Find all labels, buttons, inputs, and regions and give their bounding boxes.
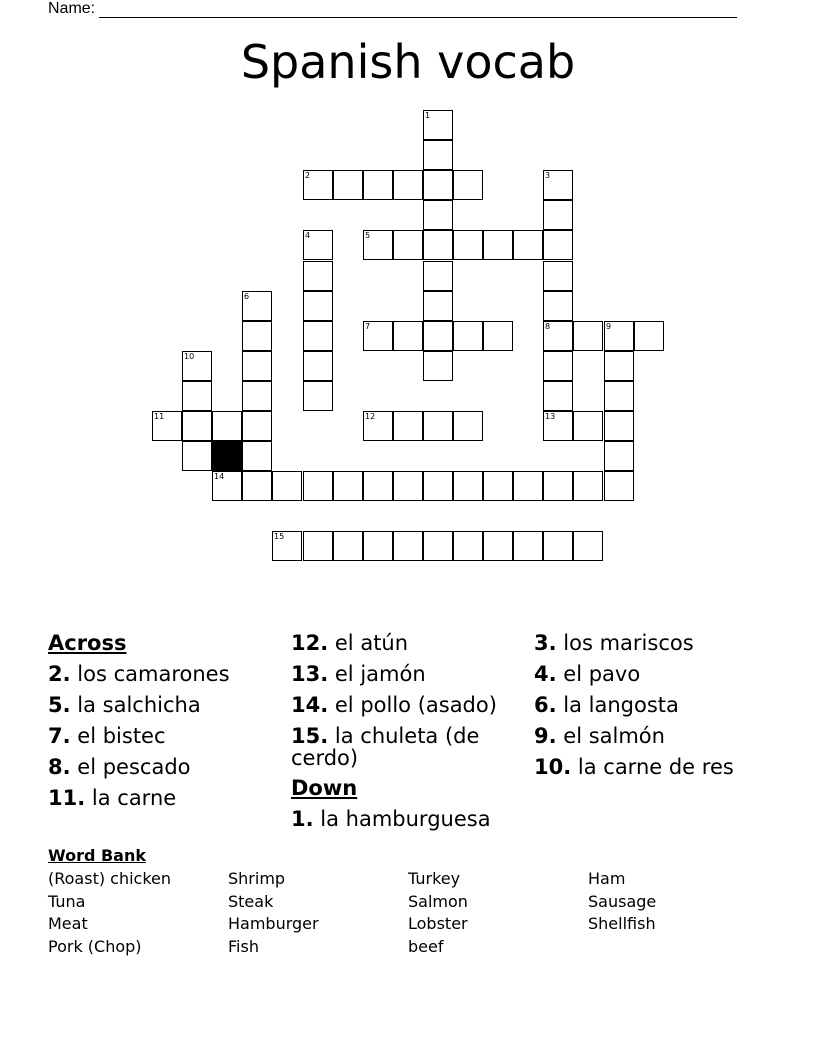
- grid-cell[interactable]: [513, 230, 543, 260]
- grid-cell[interactable]: [423, 261, 453, 291]
- grid-cell[interactable]: [303, 351, 333, 381]
- grid-black-square: [212, 441, 242, 471]
- grid-cell[interactable]: [573, 531, 603, 561]
- grid-cell[interactable]: [423, 291, 453, 321]
- word-bank-item: Pork (Chop): [48, 936, 142, 956]
- grid-cell[interactable]: [423, 140, 453, 170]
- word-bank-item: (Roast) chicken: [48, 869, 172, 888]
- clue-across-13: 13. el jamón: [291, 662, 426, 686]
- grid-cell[interactable]: [182, 441, 212, 471]
- page-title: Spanish vocab: [240, 35, 576, 89]
- grid-cell[interactable]: [543, 291, 573, 321]
- grid-cell-number: 12: [365, 412, 376, 421]
- grid-cell[interactable]: [242, 321, 272, 351]
- clue-across-12: 12. el atún: [291, 631, 409, 655]
- word-bank-column-4: [588, 868, 656, 936]
- grid-cell[interactable]: [363, 321, 393, 351]
- grid-cell[interactable]: [634, 321, 664, 351]
- grid-cell-number: 10: [184, 352, 195, 361]
- word-bank-column-3: [408, 868, 468, 958]
- clue-across-5: 5. la salchicha: [48, 693, 201, 717]
- grid-cell[interactable]: [182, 411, 212, 441]
- clue-down-9: 9. el salmón: [534, 724, 665, 748]
- clue-down-1: 1. la hamburguesa: [291, 807, 491, 831]
- grid-cell[interactable]: [573, 471, 603, 501]
- word-bank-item: Sausage: [588, 891, 657, 911]
- grid-cell[interactable]: [303, 321, 333, 351]
- grid-cell[interactable]: [543, 351, 573, 381]
- grid-cell[interactable]: [423, 351, 453, 381]
- grid-cell[interactable]: [543, 261, 573, 291]
- grid-cell-number: 7: [365, 322, 371, 331]
- grid-cell[interactable]: [423, 531, 453, 561]
- grid-cell[interactable]: [303, 291, 333, 321]
- grid-cell[interactable]: [272, 531, 302, 561]
- word-bank-item: Turkey: [408, 869, 461, 888]
- grid-cell[interactable]: [303, 261, 333, 291]
- down-heading: Down: [291, 776, 358, 800]
- grid-cell[interactable]: [242, 471, 272, 501]
- grid-cell[interactable]: [604, 321, 634, 351]
- word-bank-item: Shrimp: [228, 869, 286, 888]
- grid-cell[interactable]: [363, 170, 393, 200]
- grid-cell[interactable]: [303, 230, 333, 260]
- grid-cell[interactable]: [423, 200, 453, 230]
- grid-cell[interactable]: [483, 471, 513, 501]
- grid-cell[interactable]: [152, 411, 182, 441]
- grid-cell[interactable]: [604, 381, 634, 411]
- grid-cell[interactable]: [573, 411, 603, 441]
- grid-cell[interactable]: [423, 471, 453, 501]
- clue-across-11: 11. la carne: [48, 786, 177, 810]
- clues-column-2: [291, 628, 519, 835]
- grid-cell-number: 14: [214, 472, 225, 481]
- grid-cell[interactable]: [393, 531, 423, 561]
- grid-cell[interactable]: [543, 471, 573, 501]
- word-bank-item: beef: [408, 936, 444, 956]
- grid-cell-number: 5: [365, 231, 371, 240]
- word-bank-item: Fish: [228, 936, 259, 956]
- word-bank-item: Meat: [48, 914, 88, 933]
- grid-cell[interactable]: [453, 170, 483, 200]
- word-bank-item: Ham: [588, 869, 626, 888]
- grid-cell-number: 11: [154, 412, 165, 421]
- grid-cell[interactable]: [393, 230, 423, 260]
- grid-cell[interactable]: [393, 321, 423, 351]
- grid-cell[interactable]: [453, 471, 483, 501]
- clue-down-3: 3. los mariscos: [534, 631, 694, 655]
- clue-across-14: 14. el pollo (asado): [291, 693, 497, 717]
- grid-cell[interactable]: [182, 351, 212, 381]
- word-bank-item: Tuna: [48, 891, 86, 911]
- grid-cell-number: 2: [305, 171, 311, 180]
- grid-cell[interactable]: [604, 351, 634, 381]
- grid-cell[interactable]: [303, 531, 333, 561]
- word-bank-item: Shellfish: [588, 914, 656, 933]
- grid-cell-number: 13: [545, 412, 556, 421]
- grid-cell[interactable]: [242, 441, 272, 471]
- grid-cell[interactable]: [363, 411, 393, 441]
- grid-cell[interactable]: [423, 110, 453, 140]
- grid-cell[interactable]: [393, 170, 423, 200]
- grid-cell[interactable]: [604, 411, 634, 441]
- clue-down-4: 4. el pavo: [534, 662, 641, 686]
- grid-cell[interactable]: [543, 411, 573, 441]
- grid-cell[interactable]: [363, 230, 393, 260]
- grid-cell[interactable]: [242, 291, 272, 321]
- grid-cell[interactable]: [182, 381, 212, 411]
- word-bank-item: Steak: [228, 891, 274, 911]
- grid-cell[interactable]: [212, 411, 242, 441]
- grid-cell[interactable]: [483, 531, 513, 561]
- grid-cell[interactable]: [573, 321, 603, 351]
- grid-cell[interactable]: [212, 471, 242, 501]
- grid-cell[interactable]: [333, 170, 363, 200]
- grid-cell[interactable]: [453, 531, 483, 561]
- grid-cell[interactable]: [303, 471, 333, 501]
- grid-cell[interactable]: [513, 471, 543, 501]
- grid-cell[interactable]: [543, 381, 573, 411]
- clues-column-3: [534, 628, 784, 783]
- clues-column-1: [48, 628, 284, 814]
- clue-across-2: 2. los camarones: [48, 662, 230, 686]
- grid-cell-number: 9: [606, 322, 612, 331]
- clue-down-6: 6. la langosta: [534, 693, 679, 717]
- name-label: Name:: [48, 0, 96, 17]
- word-bank-item: Lobster: [408, 914, 468, 933]
- grid-cell-number: 15: [274, 532, 285, 541]
- grid-cell-number: 3: [545, 171, 551, 180]
- grid-cell[interactable]: [453, 321, 483, 351]
- grid-cell[interactable]: [242, 351, 272, 381]
- grid-cell[interactable]: [242, 411, 272, 441]
- word-bank-column-1: [48, 868, 171, 958]
- grid-cell-number: 8: [545, 322, 551, 331]
- grid-cell[interactable]: [423, 411, 453, 441]
- grid-cell[interactable]: [242, 381, 272, 411]
- clue-across-8: 8. el pescado: [48, 755, 191, 779]
- grid-cell[interactable]: [423, 321, 453, 351]
- grid-cell[interactable]: [543, 531, 573, 561]
- grid-cell[interactable]: [604, 471, 634, 501]
- grid-cell[interactable]: [393, 411, 423, 441]
- grid-cell[interactable]: [333, 471, 363, 501]
- grid-cell[interactable]: [272, 471, 302, 501]
- grid-cell-number: 6: [244, 292, 250, 301]
- word-bank-column-2: [228, 868, 319, 958]
- grid-cell[interactable]: [483, 230, 513, 260]
- grid-cell[interactable]: [543, 200, 573, 230]
- grid-cell[interactable]: [453, 230, 483, 260]
- word-bank-item: Hamburger: [228, 914, 319, 933]
- clue-across-7: 7. el bistec: [48, 724, 166, 748]
- clue-down-10: 10. la carne de res: [534, 755, 734, 779]
- grid-cell[interactable]: [543, 170, 573, 200]
- grid-cell[interactable]: [543, 321, 573, 351]
- grid-cell[interactable]: [363, 471, 393, 501]
- grid-cell[interactable]: [604, 441, 634, 471]
- grid-cell[interactable]: [393, 471, 423, 501]
- grid-cell-number: 1: [425, 111, 431, 120]
- grid-cell[interactable]: [543, 230, 573, 260]
- word-bank-item: Salmon: [408, 891, 468, 911]
- grid-cell[interactable]: [303, 170, 333, 200]
- grid-cell[interactable]: [453, 411, 483, 441]
- grid-cell[interactable]: [423, 230, 453, 260]
- grid-cell[interactable]: [363, 531, 393, 561]
- clue-across-15: 15. la chuleta (de cerdo): [291, 724, 480, 770]
- across-heading: Across: [48, 631, 127, 655]
- grid-cell[interactable]: [483, 321, 513, 351]
- grid-cell[interactable]: [333, 531, 363, 561]
- grid-cell-number: 4: [305, 231, 311, 240]
- grid-cell[interactable]: [303, 381, 333, 411]
- grid-cell[interactable]: [423, 170, 453, 200]
- grid-cell[interactable]: [513, 531, 543, 561]
- word-bank-title: Word Bank: [48, 846, 147, 865]
